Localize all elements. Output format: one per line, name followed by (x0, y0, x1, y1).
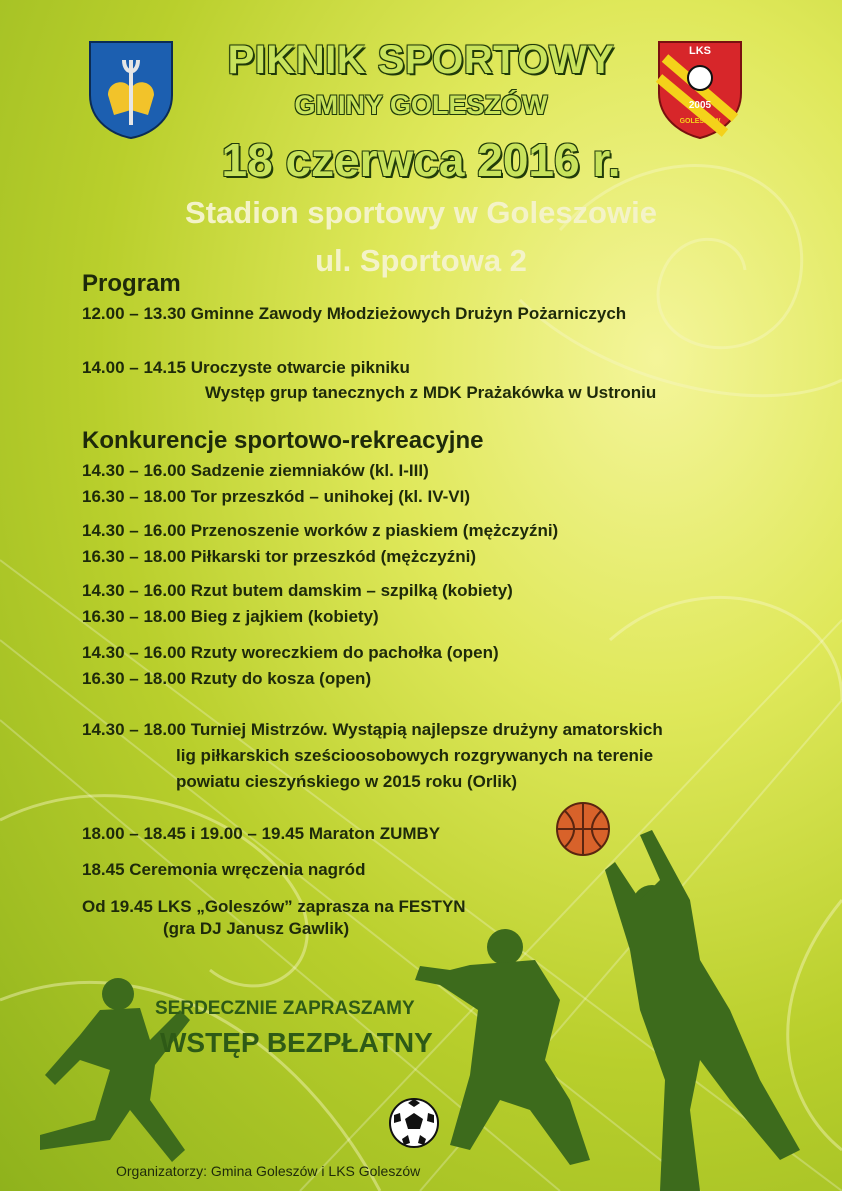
lks-badge-name: GOLESZÓW (679, 118, 721, 125)
basketball-icon (555, 801, 611, 857)
lks-badge-text: LKS (689, 45, 711, 57)
competition-item: 14.30 – 16.00 Rzut butem damskim – szpilką (kobiety) (82, 581, 513, 600)
competition-item: 14.30 – 18.00 Turniej Mistrzów. Wystąpią najlepsze drużyny amatorskich (82, 720, 663, 739)
kicker-silhouette (415, 929, 590, 1165)
competition-item: Od 19.45 LKS „Goleszów” zaprasza na FESTYN (82, 897, 466, 916)
competition-item: powiatu cieszyńskiego w 2015 roku (Orlik) (176, 772, 518, 791)
competition-item: 18.00 – 18.45 i 19.00 – 19.45 Maraton ZUMBY (82, 824, 441, 843)
competition-item: 14.30 – 16.00 Rzuty woreczkiem do pachołka (open) (82, 643, 499, 662)
competition-item: lig piłkarskich sześcioosobowych rozgrywanych na terenie (176, 746, 654, 765)
poster-subtitle: GMINY GOLESZÓW (294, 90, 548, 120)
venue-address: ul. Sportowa 2 (315, 243, 527, 278)
competition-item: 16.30 – 18.00 Bieg z jajkiem (kobiety) (82, 607, 379, 626)
poster-title: PIKNIK SPORTOWY (227, 38, 615, 82)
football-icon (388, 1097, 440, 1149)
free-entry-text: WSTĘP BEZPŁATNY (160, 1027, 433, 1058)
competition-item: 16.30 – 18.00 Piłkarski tor przeszkód (mężczyźni) (82, 547, 477, 566)
program-item: 14.00 – 14.15 Uroczyste otwarcie pikniku (82, 358, 410, 377)
competition-item: 18.45 Ceremonia wręczenia nagród (82, 860, 366, 879)
competition-item: 14.30 – 16.00 Przenoszenie worków z piaskiem (mężczyźni) (82, 521, 559, 540)
organizers-text: Organizatorzy: Gmina Goleszów i LKS Goleszów (116, 1163, 421, 1179)
venue-name: Stadion sportowy w Goleszowie (185, 195, 657, 230)
event-date: 18 czerwca 2016 r. (221, 134, 621, 186)
competition-item: 16.30 – 18.00 Rzuty do kosza (open) (82, 669, 372, 688)
competition-item: 14.30 – 16.00 Sadzenie ziemniaków (kl. I-III) (82, 461, 429, 480)
lks-badge-year: 2005 (688, 100, 712, 111)
competitions-heading: Konkurencje sportowo-rekreacyjne (82, 427, 484, 454)
goalkeeper-silhouette (605, 830, 800, 1191)
competition-item: (gra DJ Janusz Gawlik) (163, 919, 350, 938)
competition-item: 16.30 – 18.00 Tor przeszkód – unihokej (kl. IV-VI) (82, 487, 470, 506)
program-heading: Program (82, 270, 181, 297)
program-item: 12.00 – 13.30 Gminne Zawody Młodzieżowych Drużyn Pożarniczych (82, 304, 627, 323)
program-item: Występ grup tanecznych z MDK Prażakówka w Ustroniu (205, 383, 657, 402)
invitation-text: SERDECZNIE ZAPRASZAMY (155, 998, 415, 1019)
